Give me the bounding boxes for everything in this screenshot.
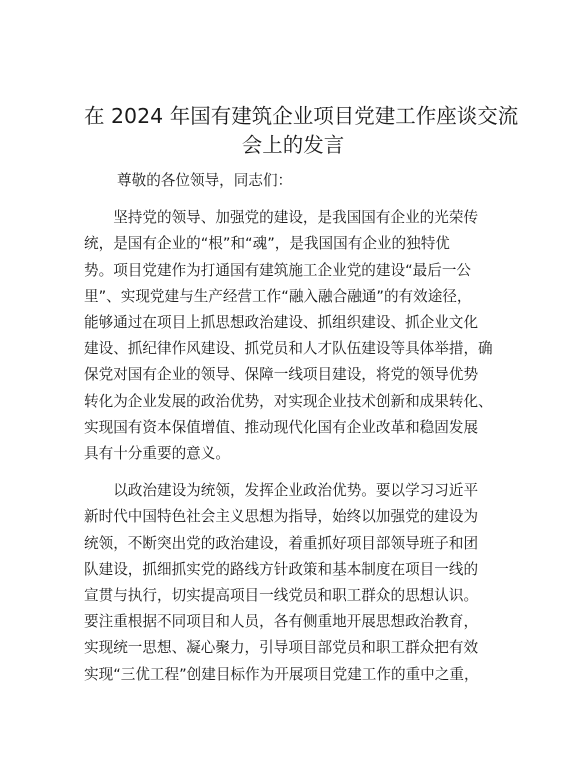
text-line: 实现“三优工程”创建目标作为开展项目党建工作的重中之重， [84,665,479,683]
document-body [84,168,502,699]
text-line: 宣贯与执行，切实提高项目一线党员和职工群众的思想认识。 [84,587,479,605]
title-line: 会上的发言 [241,133,345,157]
text-line: 建设、抓纪律作风建设、抓党员和人才队伍建设等具体举措，确 [84,340,493,358]
text-line: 队建设，抓细抓实党的路线方针政策和基本制度在项目一线的 [84,560,479,578]
text-line: 新时代中国特色社会主义思想为指导，始终以加强党的建设为 [84,508,479,526]
text-line: 实现国有资本保值增值、推动现代化国有企业改革和稳固发展 [84,418,479,436]
text-line: 统，是国有企业的“根”和“魂”，是我国国有企业的独特优 [84,235,450,253]
text-line: 要注重根据不同项目和人员，各有侧重地开展思想政治教育， [84,613,479,631]
text-line: 实现统一思想、凝心聚力，引导项目部党员和职工群众把有效 [84,639,479,657]
text-line: 保党对国有企业的领导、保障一线项目建设，将党的领导优势 [84,366,479,384]
text-line: 转化为企业发展的政治优势，对实现企业技术创新和成果转化、 [84,392,493,410]
paragraph-1 [84,205,502,467]
text-line: 以政治建设为统领，发挥企业政治优势。要以学习习近平 [84,482,479,500]
title-line: 在 2024 年国有建筑企业项目党建工作座谈交流 [84,104,519,128]
paragraph-2 [84,478,502,688]
text-line: 统领，不断突出党的政治建设，着重抓好项目部领导班子和团 [84,534,479,552]
text-line: 具有十分重要的意义。 [84,445,230,463]
document-title [84,102,519,160]
salutation: 尊敬的各位领导，同志们： [117,172,293,189]
text-line: 势。项目党建作为打通国有建筑施工企业党的建设“最后一公 [84,261,472,279]
text-line: 能够通过在项目上抓思想政治建设、抓组织建设、抓企业文化 [84,314,479,332]
text-line: 坚持党的领导、加强党的建设，是我国国有企业的光荣传 [84,209,479,227]
text-line: 里”、实现党建与生产经营工作“融入融合融通”的有效途径， [84,287,472,305]
